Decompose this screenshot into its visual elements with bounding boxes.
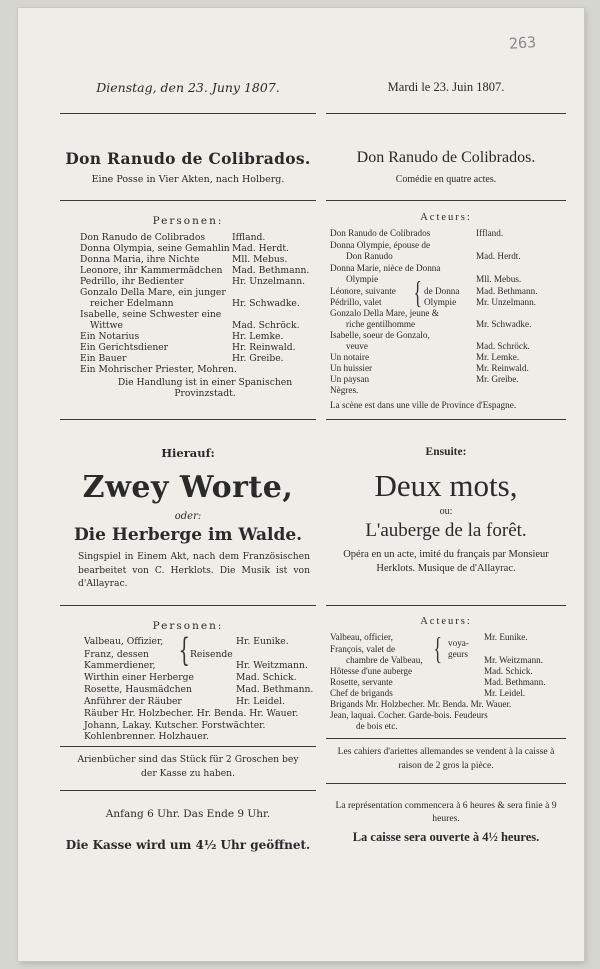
- cast-actor: Mll. Mebus.: [232, 254, 288, 265]
- fr-times: La représentation commencera à 6 heures & sera finie à 9 heures.: [335, 800, 557, 824]
- cast-role: Don Ranudo: [346, 251, 393, 261]
- cast-role: veuve: [346, 341, 368, 351]
- cast-role: Wittwe: [90, 320, 123, 331]
- cast-role: Isabelle, seine Schwester eine: [80, 309, 222, 320]
- de-play2-title: Zwey Worte,: [82, 470, 294, 505]
- de-rule: [60, 419, 316, 420]
- voyageurs-label: geurs: [448, 649, 468, 659]
- cast-actor: Mr. Lemke.: [476, 352, 520, 362]
- de-rule: [60, 746, 316, 747]
- cast-role: Wirthin einer Herberge: [84, 672, 194, 683]
- cast-role: Isabelle, soeur de Gonzalo,: [330, 330, 430, 340]
- cast-role: riche gentilhomme: [346, 319, 416, 329]
- cast-role: Chef de brigands: [330, 688, 393, 698]
- brace-glyph: {: [178, 631, 190, 669]
- fr-play2-description: Opéra en un acte, imité du français par Monsieur Herklots. Musique de d'Allayrac.: [343, 549, 549, 574]
- cast-role: Ein Gerichtsdiener: [80, 342, 169, 353]
- cast-role: chambre de Valbeau,: [346, 655, 423, 665]
- cast-role: Anführer der Räuber: [84, 696, 182, 707]
- cast-actor: Iffland.: [232, 232, 266, 243]
- cast-role: François, valet de: [330, 644, 396, 654]
- cast-actor: Hr. Greibe.: [232, 353, 284, 364]
- fr-rule: [326, 605, 566, 606]
- cast-role: Don Ranudo de Colibrados: [80, 232, 206, 243]
- cast-actor: Mad. Schröck.: [232, 320, 300, 331]
- cast-role: Donna Olympie, épouse de: [330, 240, 431, 250]
- cast-actor: Mad. Bethmann.: [232, 265, 310, 276]
- de-play1-cast-heading: Personen:: [152, 215, 224, 227]
- de-play2-subtitle: Die Herberge im Walde.: [73, 525, 303, 545]
- fr-box-office: La caisse sera ouverte à 4½ heures.: [352, 830, 540, 844]
- de-then: Hierauf:: [161, 446, 215, 460]
- cast-role: Rosette, Hausmädchen: [84, 684, 192, 695]
- cast-role: Leonore, ihr Kammermädchen: [80, 265, 223, 276]
- cast-actor: Iffland.: [476, 228, 504, 238]
- cast-role: Brigands Mr. Holzbecher. Mr. Benda. Mr. Wauer.: [330, 699, 512, 709]
- fr-rule: [326, 113, 566, 114]
- cast-actor: Mad. Schick.: [484, 666, 533, 676]
- fr-then: Ensuite:: [425, 446, 467, 458]
- fr-rule: [326, 783, 566, 784]
- cast-actor: Hr. Unzelmann.: [232, 276, 306, 287]
- fr-rule: [326, 419, 566, 420]
- fr-date: Mardi le 23. Juin 1807.: [387, 80, 505, 94]
- cast-role: Un paysan: [330, 374, 370, 384]
- voyageurs-label: voya-: [448, 638, 469, 648]
- cast-role: Donna Maria, ihre Nichte: [80, 254, 200, 265]
- de-play2-cast-heading: Personen:: [152, 620, 224, 632]
- de-libretto: Arienbücher sind das Stück für 2 Groschen bey der Kasse zu haben.: [77, 754, 299, 779]
- reisende-label: Reisende: [190, 649, 233, 660]
- cast-actor: Hr. Leidel.: [236, 696, 285, 707]
- cast-actor: Mr. Reinwald.: [476, 363, 529, 373]
- cast-role: Valbeau, Offizier,: [84, 636, 164, 647]
- cast-actor: Mr. Weitzmann.: [484, 655, 544, 665]
- fr-play2-title: Deux mots,: [374, 468, 518, 503]
- cast-role: Un notaire: [330, 352, 370, 362]
- fr-play1-setting: La scène est dans une ville de Province d'Espagne.: [330, 400, 517, 410]
- cast-role: Pedrillo, ihr Bedienter: [80, 276, 184, 287]
- de-play2-description: Singspiel in Einem Akt, nach dem Französischen bearbeitet von C. Herklots. Die Musik ist von d'Allayrac.: [78, 551, 310, 589]
- cast-actor: Mr. Schwadke.: [476, 319, 532, 329]
- cast-role: Räuber Hr. Holzbecher. Hr. Benda. Hr. Wauer.: [84, 708, 299, 719]
- cast-actor: Mad. Bethmann.: [476, 286, 538, 296]
- de-rule: [60, 200, 316, 201]
- cast-actor: Mad. Schröck.: [476, 341, 530, 351]
- brace-glyph: {: [413, 274, 422, 310]
- de-rule: [60, 113, 316, 114]
- brace-text: Olympie: [424, 297, 457, 307]
- cast-actor: Mr. Greibe.: [476, 374, 519, 384]
- de-times: Anfang 6 Uhr. Das Ende 9 Uhr.: [105, 808, 271, 820]
- cast-actor: Mad. Schick.: [236, 672, 297, 683]
- de-play1-subtitle: Eine Posse in Vier Akten, nach Holberg.: [91, 174, 285, 185]
- fr-play1-subtitle: Comédie en quatre actes.: [395, 174, 497, 185]
- cast-actor: Hr. Eunike.: [236, 636, 289, 647]
- cast-actor: Mr. Leidel.: [484, 688, 526, 698]
- fr-play2-subtitle: L'auberge de la forêt.: [365, 520, 527, 541]
- cast-role: Don Ranudo de Colibrados: [330, 228, 431, 238]
- cast-actor: Mr. Unzelmann.: [476, 297, 536, 307]
- cast-role: reicher Edelmann: [90, 298, 174, 309]
- cast-role: Ein Mohrischer Priester, Mohren.: [80, 364, 237, 375]
- cast-role: Olympie: [346, 274, 379, 284]
- brace-glyph: {: [433, 630, 442, 666]
- cast-role: de bois etc.: [356, 721, 398, 731]
- cast-actor: Mll. Mebus.: [476, 274, 522, 284]
- cast-role: Ein Bauer: [80, 353, 127, 364]
- cast-role: Pédrillo, valet: [330, 297, 382, 307]
- de-play2-oder: oder:: [174, 511, 202, 522]
- cast-role: Un huissier: [330, 363, 373, 373]
- cast-actor: Mr. Eunike.: [484, 632, 528, 642]
- cast-role: Léonore, suivante: [330, 286, 396, 296]
- cast-actor: Mad. Herdt.: [476, 251, 521, 261]
- cast-role: Donna Marie, nièce de Donna: [330, 263, 441, 273]
- cast-role: Jean, laquai. Cocher. Garde-bois. Feudeurs: [330, 710, 488, 720]
- de-play1-title: Don Ranudo de Colibrados.: [65, 149, 311, 168]
- de-date: Dienstag, den 23. Juny 1807.: [96, 80, 280, 95]
- cast-actor: Hr. Schwadke.: [232, 298, 300, 309]
- fr-play2-cast-heading: Acteurs:: [420, 616, 472, 627]
- fr-rule: [326, 200, 566, 201]
- cast-role: Gonzalo Della Mare, jeune &: [330, 308, 439, 318]
- cast-actor: Mad. Bethmann.: [484, 677, 546, 687]
- cast-actor: Hr. Lemke.: [232, 331, 284, 342]
- fr-play1-cast-heading: Acteurs:: [420, 212, 472, 223]
- cast-actor: Hr. Reinwald.: [232, 342, 296, 353]
- cast-actor: Hr. Weitzmann.: [236, 660, 308, 671]
- fr-rule: [326, 738, 566, 739]
- cast-role: Johann, Lakay. Kutscher. Forstwächter. Kohlenbrenner. Holzhauer.: [84, 720, 266, 742]
- playbill-sheet: [18, 8, 584, 961]
- de-box-office: Die Kasse wird um 4½ Uhr geöffnet.: [65, 838, 311, 852]
- cast-role: Donna Olympia, seine Gemahlin: [80, 243, 230, 254]
- de-rule: [60, 790, 316, 791]
- de-rule: [60, 605, 316, 606]
- cast-role: Rosette, servante: [330, 677, 393, 687]
- fr-play1-title: Don Ranudo de Colibrados.: [356, 149, 536, 166]
- cast-actor: Mad. Herdt.: [232, 243, 289, 254]
- cast-role: Valbeau, officier,: [330, 632, 393, 642]
- brace-text: de Donna: [424, 286, 460, 296]
- cast-role: Nègres.: [330, 385, 359, 395]
- de-play1-setting: Die Handlung ist in einer Spanischen Provinzstadt.: [117, 377, 293, 399]
- cast-role: Ein Notarius: [80, 331, 140, 342]
- archive-number: 263: [508, 33, 537, 53]
- cast-actor: Mad. Bethmann.: [236, 684, 314, 695]
- cast-role: Gonzalo Della Mare, ein junger: [80, 287, 226, 298]
- cast-role: Franz, dessen Kammerdiener,: [84, 649, 156, 671]
- fr-libretto: Les cahiers d'ariettes allemandes se vendent à la caisse à raison de 2 gros la pièce.: [337, 746, 555, 771]
- cast-role: Hôtesse d'une auberge: [330, 666, 413, 676]
- fr-play2-ou: ou:: [439, 506, 453, 517]
